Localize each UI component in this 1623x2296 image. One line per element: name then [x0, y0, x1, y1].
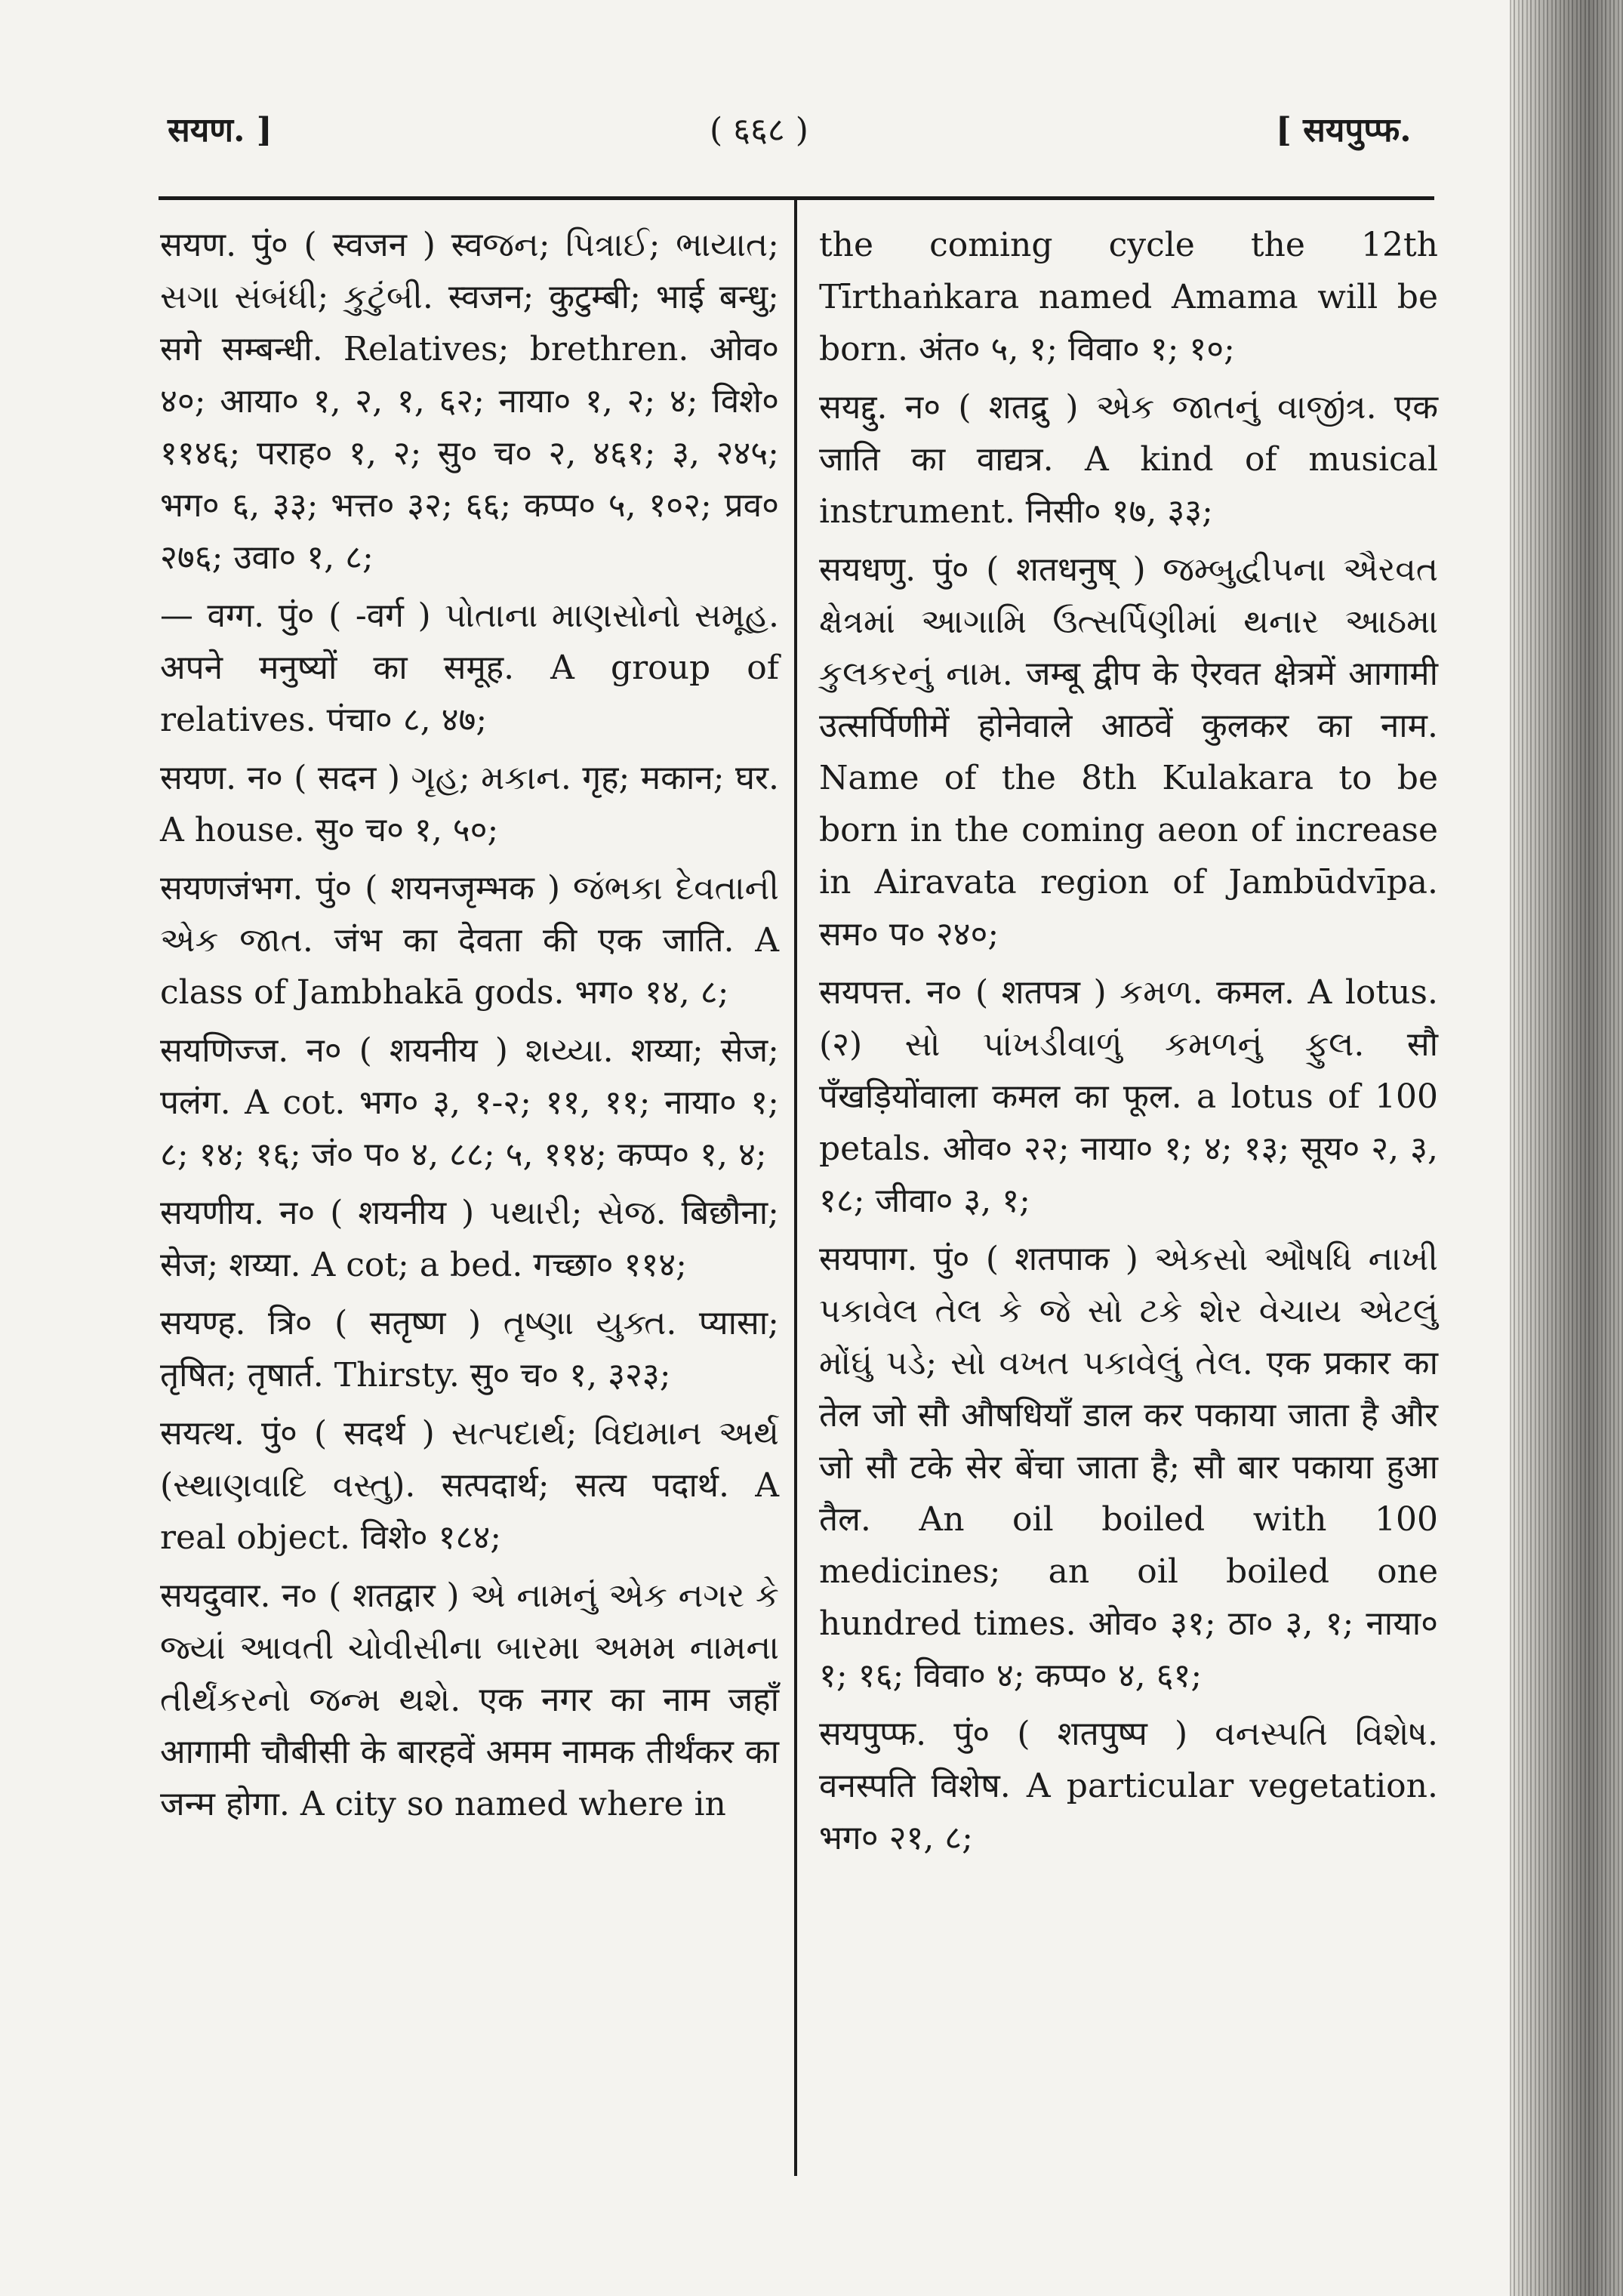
entry-sayapatta: सयपत्त. न० ( शतपत्र ) કમળ. कमल. A lotus. (२) સો પાંખડીવાળું કમળનું ફુલ. सौ पँखड़ियोंवाला कमल का फूल. a lotus of 100 petals. ओव० २२; नाया० १; ४; १३; सूय० २, ३, १८; जीवा० ३, १;	[819, 973, 1438, 1220]
entry-sayana-kin: सयण. पुं० ( स्वजन ) स्वજન; પિત્રાઈ; ભાયાત; સગા સંબંધી; કુટુંબી. स्वजन; कुटुम्बी; भाई बन्धु; सगे सम्बन्धी. Relatives; brethren. ओव० ४०; आया० १, २, १, ६२; नाया० १, २; ४; विशे० ११४६; पराह० १, २; सु० च० २, ४६१; ३, २४५; भग० ६, ३३; भत्त० ३२; ६६; कप्प० ५, १०२; प्रव० २७६; उवा० १, ८;	[160, 226, 779, 577]
entry-sayanajambhaga: सयणजंभग. पुं० ( शयनजृम्भक ) જંભકા દેવતાની એક જાત. जंभ का देवता की एक जाति. A class of Jambhakā gods. भग० १४, ८;	[160, 869, 779, 1012]
book-spine-shadow	[1510, 0, 1623, 2296]
column-divider	[794, 198, 797, 2176]
entry-sayadhanu: सयधणु. पुं० ( शतधनुष् ) જમ્બુદ્વીપના ઐરવત ક્ષેત્રમાં આગામિ ઉત્સર્પિણીમાં થનાર આઠમા કુલકરનું નામ. जम्बू द्वीप के ऐरवत क्षेत्रमें आगामी उत्सर्पिणीमें होनेवाले आठवें कुलकर का नाम. Name of the 8th Kulakara to be born in the coming aeon of increase in Airavata region of Jambūdvīpa. सम० प० २४०;	[819, 550, 1438, 954]
right-column	[819, 219, 1438, 1870]
entry-sayanha: सयण्ह. त्रि० ( सतृष्ण ) તૃષ્ણા યુક્ત. प्यासा; तृषित; तृषार्त. Thirsty. सु० च० १, ३२३;	[160, 1304, 779, 1395]
page-number: ( ६६८ )	[710, 111, 808, 149]
header-left-guideword: सयण. ]	[168, 111, 273, 149]
entry-sayapuppha: सयपुप्फ. पुं० ( शतपुष्प ) વનસ્પતિ વિશેષ. वनस्पति विशेष. A particular vegetation. भग० २१, ८;	[819, 1715, 1438, 1857]
entry-sayattha: सयत्थ. पुं० ( सदर्थ ) સત્પદાર્થ; વિદ્યમાન અર્થ (સ્થાણવાદિ વસ્તુ). सत्पदार्थ; सत्य पदार्थ. A real object. विशे० १८४;	[160, 1414, 779, 1557]
left-column	[160, 219, 779, 1836]
entry-sayapaga: सयपाग. पुं० ( शतपाक ) એકસો ઔષધિ નાખી પકાવેલ તેલ કે જે સો ટકે શેર વેચાય એટલું મોંઘું પડે; સો વખત પકાવેલું તેલ. एक प्रकार का तेल जो सौ औषधियाँ डाल कर पकाया जाता है और जो सौ टके सेर बेंचा जाता है; सौ बार पकाया हुआ तैल. An oil boiled with 100 medicines; an oil boiled one hundred times. ओव० ३१; ठा० ३, १; नाया० १; १६; विवा० ४; कप्प० ४, ६१;	[819, 1240, 1438, 1695]
entry-sayana-house: सयण. न० ( सदन ) ગૃહ; મકાન. गृह; मकान; घर. A house. सु० च० १, ५०;	[160, 759, 779, 849]
entry-sayaddu: सयद्दु. न० ( शतद्रु ) એક જાતનું વાજીંત્ર. एक जाति का वाद्यत्र. A kind of musical instrument. निसी० १७, ३३;	[819, 388, 1438, 531]
entry-sayanijja: सयणिज्ज. न० ( शयनीय ) શય્યા. शय्या; सेज; पलंग. A cot. भग० ३, १-२; ११, ११; नाया० १; ८; १४; १६; जं० प० ४, ८८; ५, ११४; कप्प० १, ४;	[160, 1031, 779, 1174]
entry-sayaduvara: सयदुवार. न० ( शतद्वार ) એ નામનું એક નગર કે જ્યાં આવતી ચોવીસીના બારમા અમમ નામના તીર્થંકરનો જન્મ થશે. एक नगर का नाम जहाँ आगामी चौबीसी के बारहवें अमम नामक तीर्थंकर का जन्म होगा. A city so named where in	[160, 1576, 779, 1823]
header-right-guideword: [ सयपुप्फ.	[1276, 111, 1412, 149]
entry-sayaduvara-continued: the coming cycle the 12th Tīrthaṅkara named Amama will be born. अंत० ५, १; विवा० १; १०;	[819, 226, 1438, 368]
entry-sayana-vagga: — वग्ग. पुं० ( -वर्ग ) પોતાના માણસોનો સમૂહ. अपने मनुष्यों का समूह. A group of relatives. पंचा० ८, ४७;	[160, 596, 779, 739]
entry-sayaniya: सयणीय. न० ( शयनीय ) પથારી; સેજ. बिछौना; सेज; शय्या. A cot; a bed. गच्छा० ११४;	[160, 1194, 779, 1284]
